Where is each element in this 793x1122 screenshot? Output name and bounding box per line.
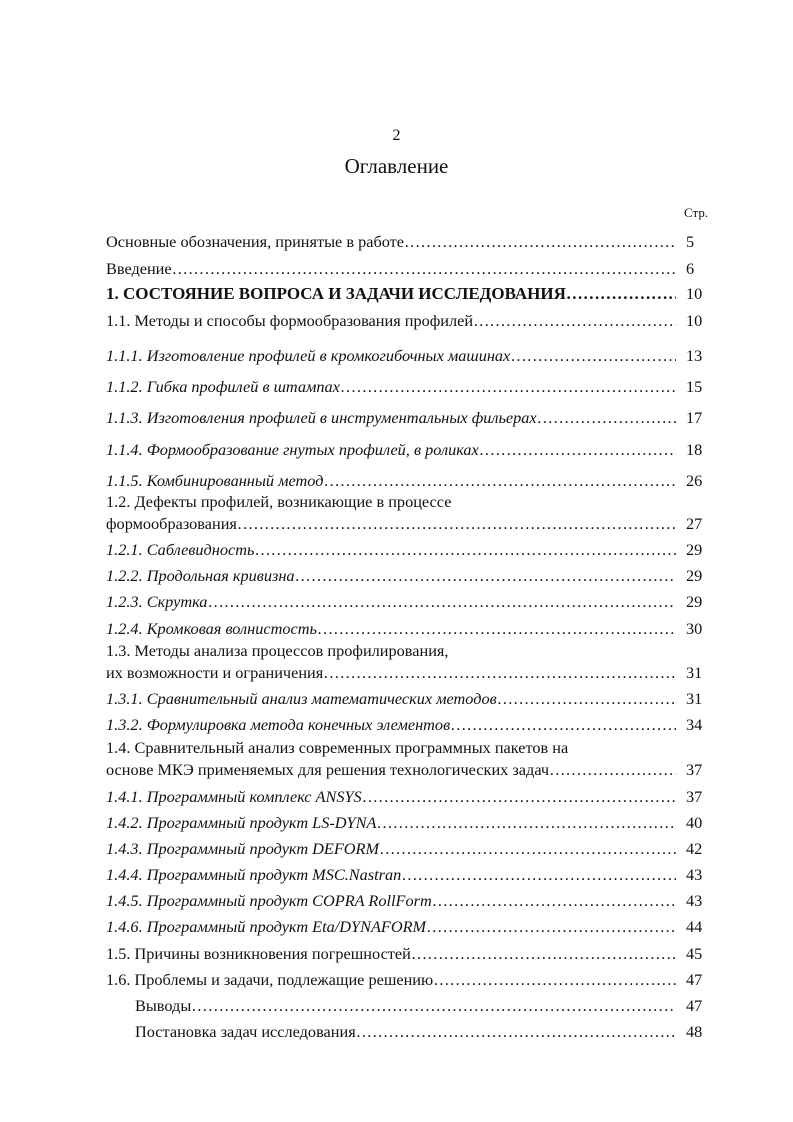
toc-entry	[106, 566, 676, 586]
dot-leader	[433, 970, 676, 990]
toc-entry	[106, 346, 676, 366]
toc-entry-title: 1.2.1. Саблевидность	[106, 540, 255, 559]
toc-entry-page: 43	[686, 865, 703, 884]
toc-entry	[106, 917, 676, 937]
dot-leader	[497, 689, 676, 709]
toc-entry	[106, 619, 676, 639]
toc-entry-title: Введение	[106, 259, 172, 278]
toc-entry-page: 47	[686, 970, 703, 989]
toc-entry	[106, 891, 676, 911]
page-number: 2	[392, 127, 401, 144]
toc-entry-title: формообразования	[106, 514, 237, 533]
dot-leader	[426, 917, 676, 937]
toc-entry-title: 1.4.4. Программный продукт MSC.Nastran	[106, 865, 402, 884]
toc-entry-title: 1.4.3. Программный продукт DEFORM	[106, 839, 380, 858]
dot-leader	[379, 839, 676, 859]
toc-entry	[106, 259, 676, 279]
toc-entry	[106, 471, 676, 491]
toc-entry	[106, 440, 676, 460]
toc-entry-page: 18	[686, 440, 703, 459]
toc-entry-title: 1.1. Методы и способы формообразования профилей	[106, 311, 474, 330]
dot-leader	[376, 813, 676, 833]
toc-entry-page: 5	[686, 232, 695, 251]
dot-leader	[473, 311, 676, 331]
toc-entry-page: 37	[686, 787, 703, 806]
toc-entry-page: 34	[686, 715, 703, 734]
toc-entry-title: 1.4.5. Программный продукт COPRA RollForm	[106, 891, 432, 910]
toc-entry-title: 1.2.2. Продольная кривизна	[106, 566, 295, 585]
toc-entry-title: их возможности и ограничения	[106, 663, 324, 682]
dot-leader	[411, 944, 676, 964]
toc-entry	[106, 760, 676, 780]
toc-entry-page: 43	[686, 891, 703, 910]
toc-entry-title: 1.1.3. Изготовления профилей в инструментальных фильерах	[106, 408, 537, 427]
toc-entry-page: 29	[686, 540, 703, 559]
dot-leader	[323, 663, 676, 683]
toc-entry-page: 37	[686, 760, 703, 779]
toc-entry-title: 1.1.2. Гибка профилей в штампах	[106, 377, 340, 396]
toc-entry-first-line: 1.2. Дефекты профилей, возникающие в процессе	[106, 492, 452, 511]
toc-entry	[106, 839, 676, 859]
toc-entry-page: 15	[686, 377, 703, 396]
toc-entry-page: 13	[686, 346, 703, 365]
toc-entry-title: Основные обозначения, принятые в работе	[106, 232, 405, 251]
dot-leader	[566, 284, 676, 304]
toc-entry-title: 1. СОСТОЯНИЕ ВОПРОСА И ЗАДАЧИ ИССЛЕДОВАНИЯ	[106, 284, 566, 303]
toc-entry	[106, 865, 676, 885]
dot-leader	[191, 996, 676, 1016]
toc-entry-title: 1.3.2. Формулировка метода конечных элементов	[106, 715, 451, 734]
toc-entry	[106, 944, 676, 964]
toc-entry	[106, 377, 676, 397]
toc-entry	[106, 514, 676, 534]
dot-leader	[510, 346, 676, 366]
dot-leader	[401, 865, 676, 885]
toc-entry-page: 10	[686, 284, 703, 303]
toc-entry-page: 29	[686, 592, 703, 611]
toc-entry	[106, 232, 676, 252]
toc-entry	[106, 715, 676, 735]
toc-entry-title: 1.4.6. Программный продукт Eta/DYNAFORM	[106, 917, 427, 936]
dot-leader	[237, 514, 676, 534]
dot-leader	[340, 377, 676, 397]
toc-entry-first-line: 1.4. Сравнительный анализ современных программных пакетов на	[106, 738, 569, 757]
dot-leader	[450, 715, 676, 735]
toc-entry-page: 26	[686, 471, 703, 490]
toc-entry-page: 42	[686, 839, 703, 858]
toc-entry	[106, 540, 676, 560]
toc-entry-title: 1.5. Причины возникновения погрешностей	[106, 944, 411, 963]
dot-leader	[295, 566, 676, 586]
toc-entry-page: 31	[686, 663, 703, 682]
dot-leader	[323, 471, 676, 491]
dot-leader	[537, 408, 676, 428]
toc-entry-title: 1.1.5. Комбинированный метод	[106, 471, 324, 490]
toc-entry	[135, 996, 676, 1016]
toc-entry	[106, 311, 676, 331]
toc-entry	[106, 592, 676, 612]
page-column-label: Стр.	[684, 205, 709, 220]
toc-entry-page: 31	[686, 689, 703, 708]
toc-entry-title: 1.2.4. Кромковая волнистость	[106, 619, 317, 638]
toc-entry	[106, 787, 676, 807]
dot-leader	[549, 760, 676, 780]
dot-leader	[172, 259, 676, 279]
toc-entry-title: Выводы	[135, 996, 192, 1015]
dot-leader	[356, 1022, 676, 1042]
toc-entry-page: 30	[686, 619, 703, 638]
toc-entry-page: 27	[686, 514, 703, 533]
dot-leader	[317, 619, 676, 639]
toc-entry	[106, 663, 676, 683]
toc-entry-page: 47	[686, 996, 703, 1015]
toc-entry-title: 1.4.2. Программный продукт LS-DYNA	[106, 813, 377, 832]
dot-leader	[362, 787, 676, 807]
toc-entry-title: Постановка задач исследования	[135, 1022, 356, 1041]
dot-leader	[254, 540, 676, 560]
toc-entry-first-line: 1.3. Методы анализа процессов профилирования,	[106, 641, 449, 660]
page-title: Оглавление	[344, 154, 449, 178]
toc-entry	[106, 284, 676, 304]
toc-entry-page: 40	[686, 813, 703, 832]
toc-entry-title: 1.1.4. Формообразование гнутых профилей, в роликах	[106, 440, 479, 459]
toc-entry-page: 6	[686, 259, 695, 278]
toc-entry-title: 1.4.1. Программный комплекс ANSYS	[106, 787, 362, 806]
toc-entry-page: 10	[686, 311, 703, 330]
toc-entry-page: 45	[686, 944, 703, 963]
toc-entry-page: 29	[686, 566, 703, 585]
toc-entry	[106, 408, 676, 428]
dot-leader	[479, 440, 676, 460]
toc-entry-title: 1.2.3. Скрутка	[106, 592, 208, 611]
toc-entry-page: 48	[686, 1022, 703, 1041]
toc-entry-title: основе МКЭ применяемых для решения технологических задач	[106, 760, 550, 779]
toc-entry-page: 17	[686, 408, 703, 427]
toc-entry-title: 1.6. Проблемы и задачи, подлежащие решению	[106, 970, 434, 989]
dot-leader	[404, 232, 676, 252]
dot-leader	[207, 592, 676, 612]
toc-entry	[106, 689, 676, 709]
toc-entry	[106, 970, 676, 990]
toc-entry-page: 44	[686, 917, 703, 936]
toc-entry-title: 1.3.1. Сравнительный анализ математических методов	[106, 689, 497, 708]
toc-entry	[135, 1022, 676, 1042]
dot-leader	[432, 891, 676, 911]
toc-entry-title: 1.1.1. Изготовление профилей в кромкогибочных машинах	[106, 346, 511, 365]
toc-entry	[106, 813, 676, 833]
